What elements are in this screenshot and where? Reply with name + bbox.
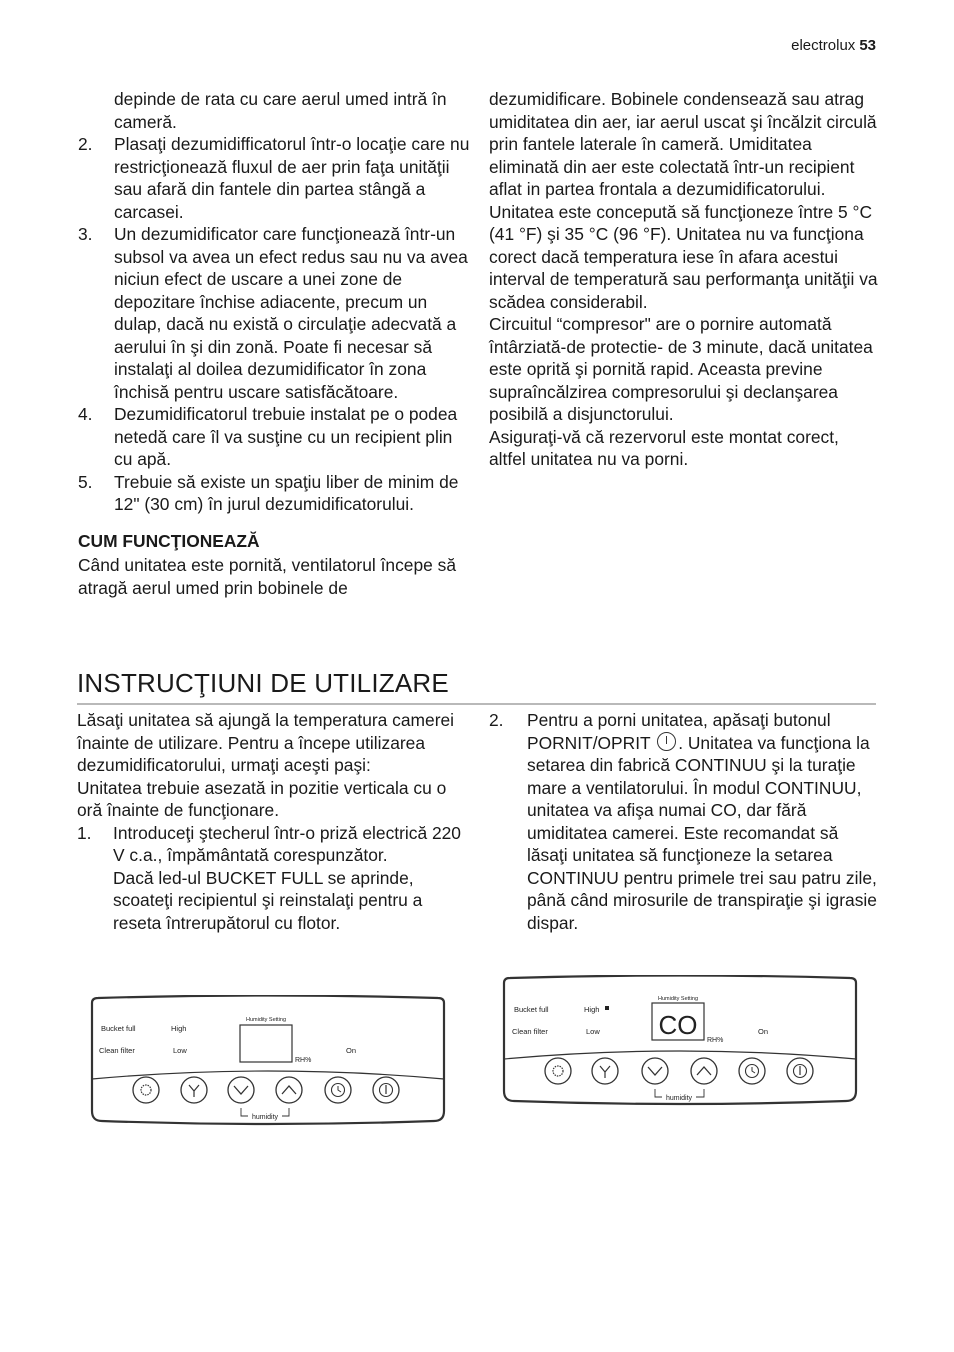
- fan-button[interactable]: [181, 1077, 207, 1103]
- continuation-text: depinde de rata cu care aerul umed intră în cameră.: [114, 89, 447, 132]
- list-item: [77, 822, 469, 935]
- list-number: 2.: [489, 710, 504, 730]
- list-text-group: [527, 709, 879, 934]
- brand-name: electrolux: [791, 37, 856, 54]
- page-number: 53: [859, 37, 876, 54]
- on-label: On: [346, 1046, 357, 1055]
- bucket-full-label: Bucket full: [101, 1024, 136, 1033]
- list-item: [489, 709, 879, 934]
- power-button[interactable]: [787, 1058, 813, 1084]
- fan-high-indicator: [605, 1006, 609, 1010]
- list-number: 2.: [78, 134, 93, 154]
- humidity-label: humidity: [251, 1114, 279, 1121]
- clean-filter-label: Clean filter: [512, 1027, 548, 1036]
- how-it-works-heading: CUM FUNCŢIONEAZĂ: [78, 530, 260, 551]
- fan-button[interactable]: [592, 1058, 618, 1084]
- list-text: Dezumidificatorul trebuie instalat pe o podea netedă care îl va susţine cu un recipient plin cu apă.: [114, 404, 458, 469]
- rh-percent-label: RH%: [295, 1057, 312, 1064]
- on-label: On: [758, 1027, 769, 1036]
- list-number: 5.: [78, 471, 93, 492]
- fan-high-label: High: [584, 1005, 600, 1014]
- bottom-right-column: [489, 709, 879, 934]
- humidity-up-button[interactable]: [276, 1077, 302, 1103]
- section-title: INSTRUCŢIUNI DE UTILIZARE: [77, 668, 449, 698]
- humidity-down-button[interactable]: [642, 1058, 668, 1084]
- timer-button[interactable]: [325, 1077, 351, 1103]
- list-number: 4.: [78, 404, 93, 424]
- list-item: [78, 403, 470, 471]
- humidity-up-button[interactable]: [691, 1058, 717, 1084]
- list-text-group: [113, 822, 469, 935]
- list-text: Plasaţi dezumidifficatorul într-o locaţie care nu restricţionează fluxul de aer prin faţa unităţii sau afară din fantele din partea stângă a carcasei.: [114, 134, 470, 222]
- list-text: Dacă led-ul BUCKET FULL se aprinde, scoateţi recipientul şi reinstalaţi pentru a reseta întrerupătorul cu flotor.: [113, 867, 423, 933]
- rh-percent-label: RH%: [707, 1037, 724, 1044]
- humidity-label: humidity: [665, 1095, 693, 1102]
- list-text: Pentru a porni unitatea, apăsaţi butonul PORNIT/OPRIT: [527, 710, 831, 753]
- bucket-full-label: Bucket full: [514, 1005, 549, 1014]
- paragraph: Asiguraţi-vă că rezervorul este montat corect, altfel unitatea nu va porni.: [489, 426, 839, 469]
- top-left-column: [78, 88, 470, 599]
- power-button[interactable]: [373, 1077, 399, 1103]
- control-panel-diagram-left: [88, 995, 448, 1127]
- humidity-setting-label: Humidity Setting: [658, 996, 699, 1002]
- paragraph: Circuitul “compresor" are o pornire automată întârziată-de protectie- de 3 minute, dacă unitatea este oprită şi pornită rapid. Aceasta previne supraîncălzirea compresorului şi declanşarea posibilă a disjunctorului.: [489, 314, 873, 424]
- fan-high-label: High: [171, 1024, 187, 1033]
- top-right-column: [489, 88, 879, 471]
- display-screen: [240, 1025, 292, 1062]
- list-number: 1.: [77, 822, 92, 843]
- filter-button[interactable]: [133, 1077, 159, 1103]
- clean-filter-label: Clean filter: [99, 1046, 135, 1055]
- power-icon: [657, 732, 676, 751]
- fan-low-label: Low: [173, 1046, 187, 1055]
- list-text: Introduceţi ştecherul într-o priză electrică 220 V c.a., împământată corespunzător.: [113, 822, 461, 865]
- humidity-down-button[interactable]: [228, 1077, 254, 1103]
- list-number: 3.: [78, 224, 93, 244]
- list-item: [78, 223, 470, 403]
- list-text: . Unitatea va funcţiona la setarea din fabrică CONTINUU şi la turaţie mare a ventilatorului. În modul CONTINUU, unitatea va afişa numai CO, dar fără umiditatea camerei. Este recomandat să lăsaţi unitatea să funcţioneze la setarea CONTINUU pentru primele trei sau patru zile, până când mirosurile de transpiraţie şi igrasie dispar.: [527, 732, 877, 933]
- humidity-setting-label: Humidity Setting: [246, 1017, 287, 1023]
- list-item: [78, 471, 470, 516]
- filter-button[interactable]: [545, 1058, 571, 1084]
- display-readout: CO: [658, 1010, 698, 1040]
- control-panel-diagram-right: [500, 975, 860, 1109]
- paragraph: Unitatea este concepută să funcţioneze între 5 °C (41 °F) şi 35 °C (96 °F). Unitatea nu va funcţiona corect dacă temperatura iese în afara acestui interval de temperatură sau performanţa unităţii va scădea considerabil.: [489, 201, 878, 312]
- fan-low-label: Low: [586, 1027, 600, 1036]
- section-divider: [77, 703, 876, 705]
- bottom-left-column: [77, 709, 469, 934]
- paragraph: Unitatea trebuie asezată in pozitie verticala cu o oră înainte de funcţionare.: [77, 777, 447, 820]
- list-text: Un dezumidificator care funcţionează într-un subsol va avea un efect redus sau nu va avea niciun efect de uscare a unei zone de depozitare închise adiacente, precum un dulap, dacă nu există o circulaţie adecvată a aerului în şi din zonă. Poate fi necesar să instalaţi al doilea dezumidificator în zona închisă pentru uscare satisfăcătoare.: [114, 224, 468, 402]
- how-it-works-text: Când unitatea este pornită, ventilatorul începe să atragă aerul umed prin bobinele de: [78, 555, 457, 598]
- paragraph: Lăsaţi unitatea să ajungă la temperatura camerei înainte de utilizare. Pentru a începe utilizarea dezumidificatorului, urmaţi aceşti paşi:: [77, 710, 455, 775]
- list-item: [78, 133, 470, 223]
- list-text: Trebuie să existe un spaţiu liber de minim de 12" (30 cm) în jurul dezumidificatorului.: [114, 471, 459, 514]
- page-header: [791, 37, 876, 54]
- timer-button[interactable]: [739, 1058, 765, 1084]
- paragraph: dezumidificare. Bobinele condensează sau atrag umiditatea din aer, iar aerul uscat şi încălzit circulă prin fantele laterale în cameră. Umiditatea eliminată din aer este colectată într-un recipient aflat in partea frontala a dezumidificatorului.: [489, 89, 877, 199]
